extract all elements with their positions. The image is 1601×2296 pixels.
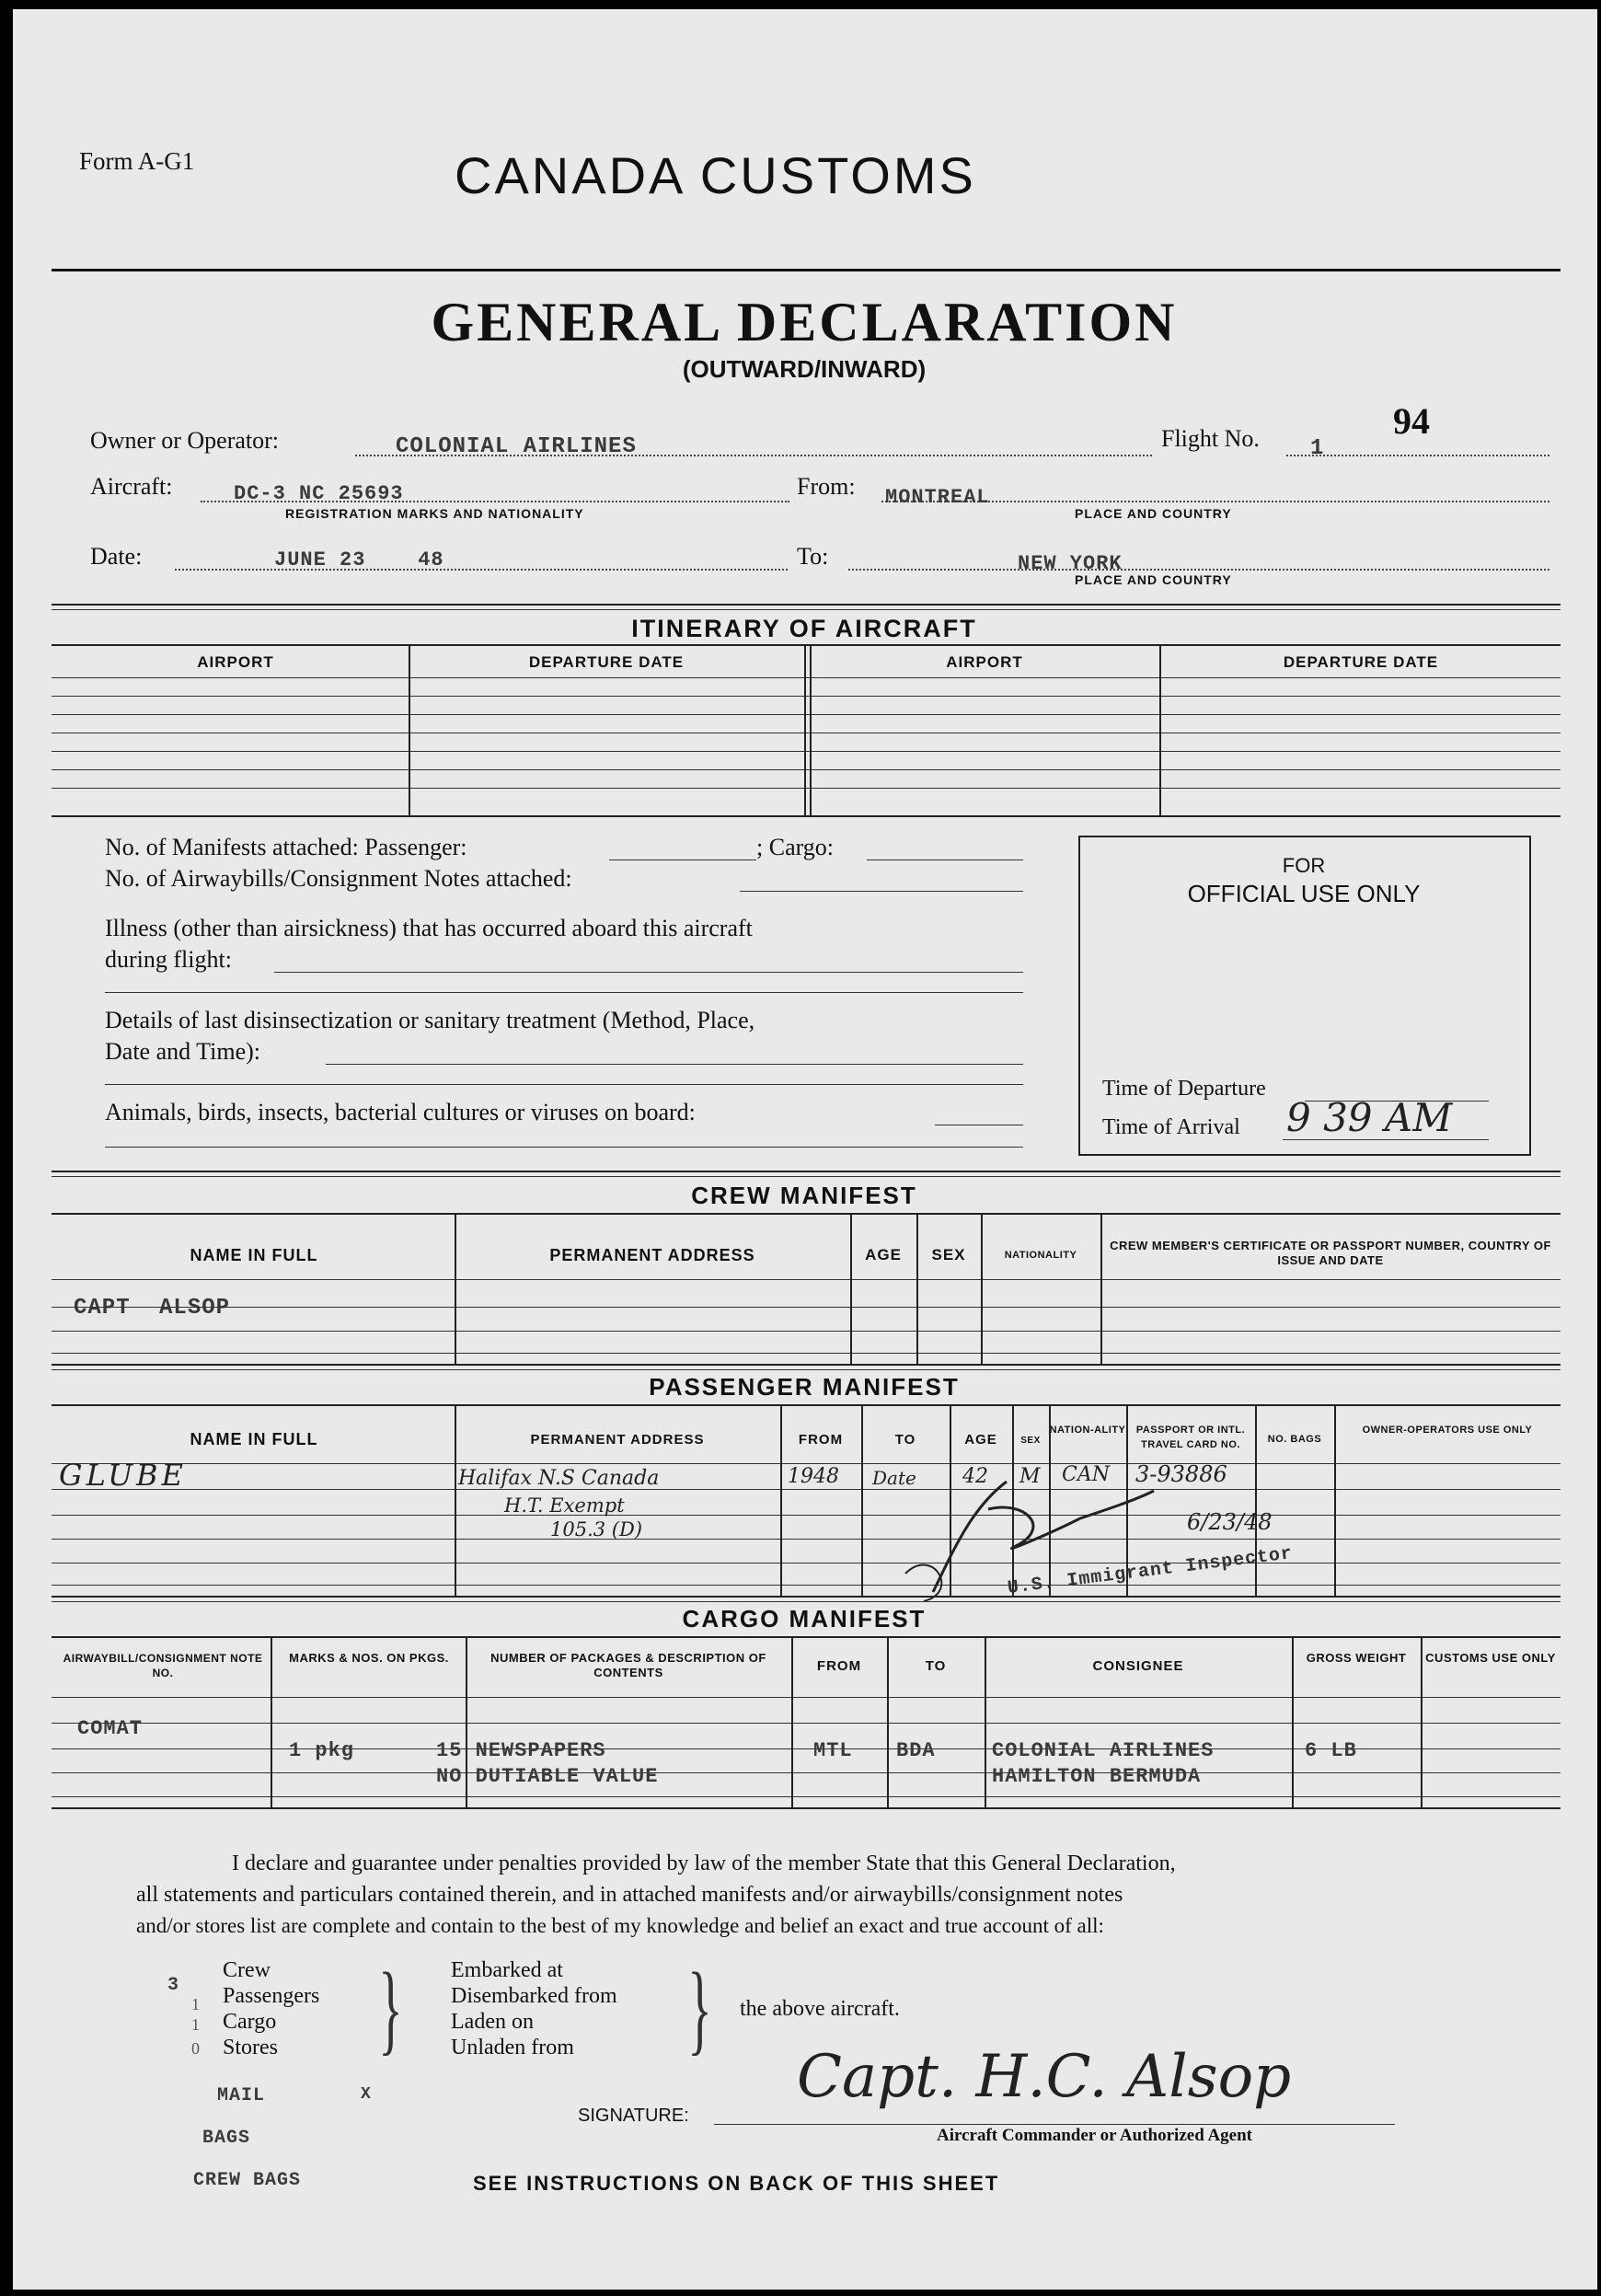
itinerary-col-date-1: DEPARTURE DATE: [528, 653, 685, 671]
pax-row-age: 42: [962, 1465, 988, 1488]
crew-count: 3: [167, 1975, 180, 1996]
crew-col-address: PERMANENT ADDRESS: [549, 1246, 755, 1264]
from-label: From:: [797, 473, 856, 500]
direction: (OUTWARD/INWARD): [682, 355, 927, 383]
cargo-col-airwaybill: AIRWAYBILL/CONSIGNMENT NOTE NO.: [63, 1652, 263, 1679]
bags-label: BAGS: [202, 2128, 251, 2149]
list-a-stores: Stores: [223, 2036, 278, 2059]
cargo-col-description: NUMBER OF PACKAGES & DESCRIPTION OF CONTENTS: [490, 1651, 766, 1679]
aircraft-label: Aircraft:: [90, 473, 173, 500]
cargo-row-weight: 6 LB: [1305, 1739, 1357, 1762]
illness-label-1: Illness (other than airsickness) that has occurred aboard this aircraft: [105, 915, 753, 941]
itinerary-col-airport-2: AIRPORT: [946, 653, 1023, 671]
pax-row-to: Date: [872, 1467, 916, 1489]
passenger-count: 1: [191, 1995, 200, 2013]
mail-value: X: [361, 2085, 372, 2104]
flight-number-handwritten: 94: [1393, 400, 1430, 442]
list-a-passengers: Passengers: [223, 1984, 320, 2008]
list-b-laden: Laden on: [451, 2010, 534, 2034]
pax-col-from: FROM: [798, 1432, 844, 1448]
pax-col-age: AGE: [964, 1432, 997, 1448]
disinsect-label-1: Details of last disinsectization or sanitary treatment (Method, Place,: [105, 1007, 755, 1033]
cargo-col-weight: GROSS WEIGHT: [1306, 1651, 1407, 1665]
to-value: NEW YORK: [1018, 552, 1123, 575]
agency-title: CANADA CUSTOMS: [455, 146, 976, 204]
form-number: Form A-G1: [79, 147, 195, 175]
pax-row-address-2: H.T. Exempt: [504, 1494, 625, 1517]
inspector-initials: [896, 1472, 1163, 1610]
brace-right: }: [687, 1952, 712, 2064]
cargo-row-airwaybill: COMAT: [77, 1717, 144, 1740]
to-caption: PLACE AND COUNTRY: [1075, 572, 1232, 587]
disinsect-label-2: Date and Time):: [105, 1038, 260, 1065]
brace-left: }: [378, 1952, 403, 2064]
crew-col-name: NAME IN FULL: [190, 1246, 318, 1264]
crew-row-name: CAPT ALSOP: [74, 1296, 231, 1321]
arrival-time-label: Time of Arrival: [1102, 1115, 1240, 1139]
pax-row-passport-date: 6/23/48: [1187, 1509, 1273, 1535]
crew-col-age: AGE: [865, 1246, 902, 1263]
cargo-row-from: MTL: [813, 1739, 853, 1762]
pax-row-address-3: 105.3 (D): [550, 1518, 643, 1540]
pax-col-nationality: NATION-ALITY: [1049, 1425, 1126, 1436]
date-value: JUNE 23 48: [274, 548, 444, 571]
list-b-disembarked: Disembarked from: [451, 1984, 617, 2008]
declaration-line-1: I declare and guarantee under penalties provided by law of the member State that this General Declaration,: [232, 1852, 1176, 1875]
declaration-line-2: all statements and particulars contained therein, and in attached manifests and/or airwaybills/consignment notes: [136, 1883, 1123, 1907]
cargo-row-desc-2: NO DUTIABLE VALUE: [436, 1765, 659, 1788]
pax-row-from: 1948: [788, 1465, 839, 1488]
crew-manifest-title: CREW MANIFEST: [691, 1182, 917, 1209]
cargo-row-consignee-1: COLONIAL AIRLINES: [992, 1739, 1215, 1762]
cargo-col-consignee: CONSIGNEE: [1092, 1658, 1184, 1674]
signature: Capt. H.C. Alsop: [797, 2043, 1292, 2111]
official-for: FOR: [1282, 854, 1326, 877]
pax-col-sex: SEX: [1020, 1436, 1041, 1446]
pax-col-name: NAME IN FULL: [190, 1430, 318, 1448]
immigration-stamp: U.S. Immigrant Inspector: [1006, 1543, 1295, 1599]
illness-label-2: during flight:: [105, 946, 232, 973]
cargo-col-customs: CUSTOMS USE ONLY: [1425, 1651, 1556, 1665]
animals-label: Animals, birds, insects, bacterial cultures or viruses on board:: [105, 1099, 696, 1125]
footer-instructions: SEE INSTRUCTIONS ON BACK OF THIS SHEET: [473, 2172, 1000, 2195]
from-caption: PLACE AND COUNTRY: [1075, 506, 1232, 521]
owner-label: Owner or Operator:: [90, 427, 280, 454]
cargo-row-marks: 1 pkg: [289, 1739, 355, 1762]
list-a-cargo: Cargo: [223, 2010, 277, 2034]
passenger-manifest-title: PASSENGER MANIFEST: [649, 1373, 960, 1401]
pax-col-passport: PASSPORT OR INTL. TRAVEL CARD NO.: [1135, 1425, 1246, 1450]
itinerary-col-airport-1: AIRPORT: [197, 653, 274, 671]
declaration-form: [13, 9, 1597, 2290]
official-title: OFFICIAL USE ONLY: [1187, 880, 1421, 907]
aircraft-caption: REGISTRATION MARKS AND NATIONALITY: [285, 506, 584, 521]
flight-label: Flight No.: [1161, 425, 1260, 452]
form-title: GENERAL DECLARATION: [431, 292, 1178, 352]
from-value: MONTREAL: [885, 486, 990, 509]
cargo-row-desc-1: 15 NEWSPAPERS: [436, 1739, 606, 1762]
crew-col-sex: SEX: [931, 1246, 966, 1263]
pax-col-owner-use: OWNER-OPERATORS USE ONLY: [1362, 1425, 1533, 1436]
above-aircraft: the above aircraft.: [740, 1997, 900, 2021]
crew-col-certificate: CREW MEMBER'S CERTIFICATE OR PASSPORT NUMBER, COUNTRY OF ISSUE AND DATE: [1110, 1239, 1551, 1267]
pax-row-address-1: Halifax N.S Canada: [458, 1467, 660, 1490]
cargo-mark: 1: [191, 2015, 200, 2034]
signature-caption: Aircraft Commander or Authorized Agent: [937, 2126, 1253, 2145]
itinerary-col-date-2: DEPARTURE DATE: [1283, 653, 1439, 671]
signature-line: [714, 2124, 1395, 2125]
date-line: [175, 569, 788, 571]
mail-label: MAIL: [217, 2085, 266, 2106]
pax-row-name: GLUBE: [59, 1458, 187, 1493]
cargo-row-to: BDA: [896, 1739, 936, 1762]
departure-time-label: Time of Departure: [1102, 1077, 1266, 1101]
declaration-line-3: and/or stores list are complete and contain to the best of my knowledge and belief an exact and true account of all:: [136, 1914, 1104, 1937]
list-b-embarked: Embarked at: [451, 1958, 563, 1982]
pax-row-passport: 3-93886: [1135, 1461, 1227, 1487]
cargo-manifest-title: CARGO MANIFEST: [682, 1605, 927, 1633]
aircraft-value: DC-3 NC 25693: [234, 482, 404, 505]
pax-row-sex: M: [1019, 1465, 1041, 1488]
to-label: To:: [797, 543, 829, 570]
cargo-col-from: FROM: [816, 1658, 862, 1674]
pax-col-address: PERMANENT ADDRESS: [530, 1432, 705, 1448]
list-a-crew: Crew: [223, 1958, 271, 1982]
cargo-col-to: TO: [925, 1658, 947, 1674]
crew-col-nationality: NATIONALITY: [1004, 1250, 1077, 1261]
pax-col-bags: NO. BAGS: [1267, 1434, 1322, 1445]
arrival-time-value: 9 39 AM: [1286, 1095, 1453, 1140]
pax-row-nationality: CAN: [1062, 1463, 1110, 1486]
signature-label: SIGNATURE:: [578, 2106, 689, 2126]
cargo-label: ; Cargo:: [756, 834, 835, 860]
divider: [52, 269, 1561, 271]
to-line: [848, 569, 1549, 571]
manifests-label: No. of Manifests attached: Passenger:: [105, 834, 467, 860]
pax-col-to: TO: [894, 1432, 916, 1448]
stores-mark: 0: [191, 2039, 200, 2058]
cargo-row-consignee-2: HAMILTON BERMUDA: [992, 1765, 1202, 1788]
airwaybills-label: No. of Airwaybills/Consignment Notes attached:: [105, 865, 572, 892]
owner-value: COLONIAL AIRLINES: [396, 434, 637, 459]
date-label: Date:: [90, 543, 143, 570]
itinerary-title: ITINERARY OF AIRCRAFT: [631, 615, 977, 642]
crew-bags-label: CREW BAGS: [193, 2170, 302, 2191]
cargo-col-marks: MARKS & NOS. ON PKGS.: [289, 1651, 449, 1665]
flight-value: 1: [1310, 436, 1325, 461]
list-b-unladen: Unladen from: [451, 2036, 574, 2059]
flight-line: [1286, 455, 1549, 456]
